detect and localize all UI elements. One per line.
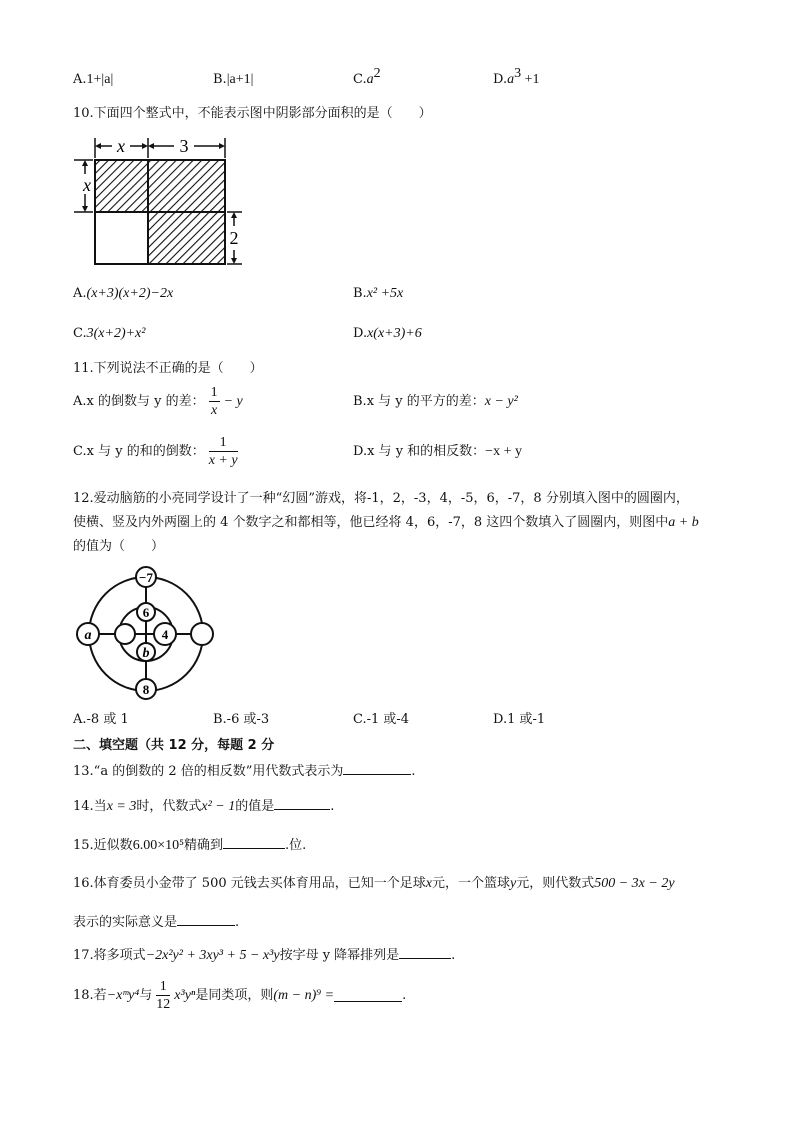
fraction-1-over-x-plus-y: $\frac{1}{x + y}$ <box>208 435 238 468</box>
circle-right <box>191 623 213 645</box>
q16-line1: 16.体育委员小金带了 500 元钱去买体育用品，已知一个足球x元，一个篮球y元，则代数式500 − 3x − 2y <box>73 876 675 891</box>
q15: 15.近似数6.00×10⁵精确到 .位. <box>73 838 307 853</box>
answer-blank[interactable] <box>177 913 235 926</box>
answer-blank[interactable] <box>399 946 451 959</box>
q11-stem: 11.下列说法不正确的是（ ） <box>73 361 263 376</box>
q12-option-b[interactable]: B.-6 或-3 <box>213 712 270 727</box>
q11-option-b[interactable]: B.x 与 y 的平方的差：x − y² <box>353 394 518 409</box>
q12-stem-line2: 使横、竖及内外两圈上的 4 个数字之和都相等，他已经将 4，6，-7，8 这四个数填入了圆圈内，则图中a + b <box>73 515 699 530</box>
q10-option-b[interactable]: B.x² +5x <box>353 286 404 301</box>
fig-label-3: 3 <box>179 136 189 156</box>
q10-option-c[interactable]: C.3(x+2)+x² <box>73 326 146 341</box>
q9-option-b[interactable]: B.|a+1| <box>213 72 254 87</box>
answer-blank[interactable] <box>343 762 411 775</box>
q13: 13.“a 的倒数的 2 倍的相反数”用代数式表示为 . <box>73 764 416 779</box>
q10-stem: 10.下面四个整式中，不能表示图中阴影部分面积的是（ ） <box>73 106 432 121</box>
q16-line2: 表示的实际意义是 . <box>73 915 240 930</box>
svg-text:8: 8 <box>142 682 150 697</box>
shaded-region-bottom-right <box>148 212 225 264</box>
answer-blank[interactable] <box>223 836 285 849</box>
svg-text:a: a <box>84 628 92 643</box>
q17: 17.将多项式−2x²y² + 3xy³ + 5 − x³y按字母 y 降幂排列是 . <box>73 948 456 963</box>
q12-option-c[interactable]: C.-1 或-4 <box>353 712 410 727</box>
svg-text:6: 6 <box>142 605 150 620</box>
svg-text:4: 4 <box>161 627 169 642</box>
q10-option-d[interactable]: D.x(x+3)+6 <box>353 326 422 341</box>
q11-option-c[interactable]: C. x 与 y 的和的倒数： $\frac{1}{x + y}$ <box>73 435 238 468</box>
circle-inner-left <box>115 624 135 644</box>
q10-option-a[interactable]: A.(x+3)(x+2)−2x <box>73 286 174 301</box>
q12-stem-line3: 的值为（ ） <box>73 539 165 554</box>
q9-option-c[interactable]: $C.a^2$ <box>353 66 381 87</box>
fig-label-x-top: x <box>117 136 125 156</box>
q12-stem-line1: 12.爱动脑筋的小亮同学设计了一种“幻圆”游戏，将-1，2，-3，4，-5，6，-7，8 分别填入图中的圆圈内， <box>73 491 689 506</box>
q14: 14.当x = 3时，代数式x² − 1的值是 . <box>73 799 335 814</box>
q12-magic-circle-figure <box>70 564 220 704</box>
q12-option-d[interactable]: D.1 或-1 <box>493 712 546 727</box>
q11-option-a[interactable]: A. x 的倒数与 y 的差： $\frac{1}{x}$ − y <box>73 385 243 418</box>
answer-blank[interactable] <box>274 797 330 810</box>
svg-text:b: b <box>142 646 150 661</box>
q10-figure <box>70 130 250 266</box>
shaded-region-top <box>95 160 225 212</box>
q11-option-d[interactable]: D.x 与 y 和的相反数：−x + y <box>353 444 522 459</box>
q18: 18.若 −xᵐy⁴ 与 $\frac{1}{12}$ x³yⁿ 是同类项，则 (m − n)⁹ = . <box>73 979 407 1012</box>
q9-option-d[interactable]: $D.a^3 +1$ <box>493 66 540 87</box>
fig-label-x-left: x <box>83 175 91 195</box>
fraction-1-over-x: $\frac{1}{x}$ <box>210 385 218 418</box>
q9-option-a[interactable]: A.1+|a| <box>73 72 114 87</box>
answer-blank[interactable] <box>334 989 402 1002</box>
section-heading: 二、填空题（共 12 分，每题 2 分 <box>73 738 275 753</box>
svg-text:−7: −7 <box>139 570 153 585</box>
fig-label-2: 2 <box>229 228 239 248</box>
fraction-1-over-12: $\frac{1}{12}$ <box>156 979 171 1012</box>
q12-option-a[interactable]: A.-8 或 1 <box>73 712 129 727</box>
